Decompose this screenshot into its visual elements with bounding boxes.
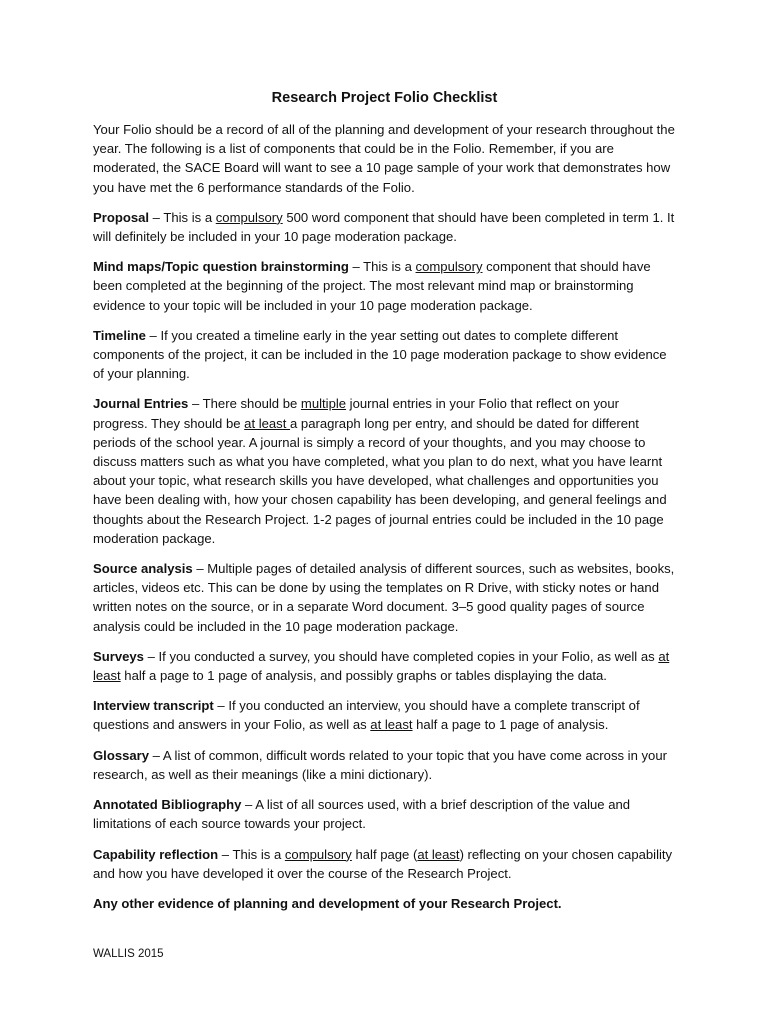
- underlined-emphasis: at least: [244, 415, 291, 431]
- item-text: journal entries in your Folio that reflect on your progress. They should be: [93, 396, 619, 431]
- item-heading: Proposal: [93, 209, 150, 225]
- item-text: – If you conducted an interview, you should have a complete transcript of questions and answers in your Folio, as well as: [93, 698, 640, 733]
- item-text: – This is a: [149, 209, 216, 225]
- item-heading: Timeline: [93, 327, 146, 343]
- item-capability-reflection: [93, 845, 676, 883]
- item-timeline: [93, 326, 676, 384]
- item-text: – If you conducted a survey, you should have completed copies in your Folio, as well as: [143, 648, 659, 664]
- item-text: a paragraph long per entry, and should be dated for different periods of the school year. A journal is simply a record of your thoughts, and you may choose to discuss matters such as what you have completed, what you plan to do next, what you have learnt about your topic, what research skills you have developed, what challenges and opportunities you have been dealing with, how your chosen capability has been developing, and general feelings and thoughts about the Research Project. 1-2 pages of journal entries could be included in the 10 page moderation package.: [93, 415, 667, 546]
- item-heading: Annotated Bibliography: [93, 797, 242, 813]
- item-text: – A list of all sources used, with a brief description of the value and limitations of each source towards your project.: [93, 797, 631, 832]
- underlined-emphasis: at least: [417, 846, 460, 862]
- item-annotated-bibliography: [93, 795, 676, 833]
- item-text: half a page to 1 page of analysis.: [412, 717, 609, 733]
- item-text: – This is a: [218, 846, 285, 862]
- item-text: – There should be: [188, 396, 301, 412]
- item-heading: Glossary: [93, 747, 150, 763]
- item-heading: Mind maps/Topic question brainstorming: [93, 259, 349, 275]
- page-title: Research Project Folio Checklist: [271, 90, 498, 106]
- item-interview-transcript: [93, 696, 676, 734]
- item-journal-entries: [93, 394, 676, 548]
- item-text: half page (: [351, 846, 418, 862]
- item-heading: Interview transcript: [93, 698, 214, 714]
- underlined-emphasis: compulsory: [415, 259, 483, 275]
- item-heading: Source analysis: [93, 561, 193, 577]
- item-text: – If you created a timeline early in the year setting out dates to complete different components of the project, it can be included in the 10 page moderation package to show evidence of your planning.: [93, 327, 667, 382]
- underlined-emphasis: multiple: [300, 396, 347, 412]
- item-text: 500 word component that should have been completed in term 1. It will definitely be included in your 10 page moderation package.: [93, 209, 675, 245]
- item-text: – A list of common, difficult words related to your topic that you have come across in your research, as well as their meanings (like a mini dictionary).: [93, 747, 667, 782]
- item-heading: Capability reflection: [93, 846, 219, 862]
- closing-statement: [93, 894, 676, 913]
- intro-paragraph: Your Folio should be a record of all of the planning and development of your research throughout the year. The following is a list of components that could be in the Folio. Remember, if you are moderated, the SACE Board will want to see a 10 page sample of your work that demonstrates how you have met the 6 performance standards of the Folio.: [93, 122, 675, 195]
- item-heading: Journal Entries: [93, 396, 189, 412]
- item-text: – This is a: [348, 259, 416, 275]
- item-heading: Surveys: [93, 648, 144, 664]
- item-text: component that should have been completed at the beginning of the project. The most relevant mind map or brainstorming evidence to your topic will be included in your 10 page moderation package.: [93, 259, 651, 313]
- item-text: – Multiple pages of detailed analysis of different sources, such as websites, books, articles, videos etc. This can be done by using the templates on R Drive, with sticky notes or hand written notes on the source, or in a separate Word document. 3–5 good quality pages of source analysis could be included in the 10 page moderation package.: [93, 561, 675, 634]
- underlined-emphasis: at least: [93, 648, 670, 684]
- page-footer: WALLIS 2015: [93, 948, 164, 960]
- item-text: ) reflecting on your chosen capability and how you have developed it over the course of the Research Project.: [93, 846, 673, 881]
- item-proposal: [93, 208, 676, 246]
- item-surveys: [93, 647, 676, 685]
- underlined-emphasis: compulsory: [284, 846, 352, 862]
- item-source-analysis: [93, 559, 676, 636]
- underlined-emphasis: compulsory: [215, 209, 283, 225]
- item-text: half a page to 1 page of analysis, and possibly graphs or tables displaying the data.: [120, 668, 607, 684]
- item-mind-maps: [93, 257, 676, 315]
- item-glossary: [93, 746, 676, 784]
- underlined-emphasis: at least: [370, 717, 413, 733]
- closing-text: Any other evidence of planning and development of your Research Project.: [93, 895, 562, 911]
